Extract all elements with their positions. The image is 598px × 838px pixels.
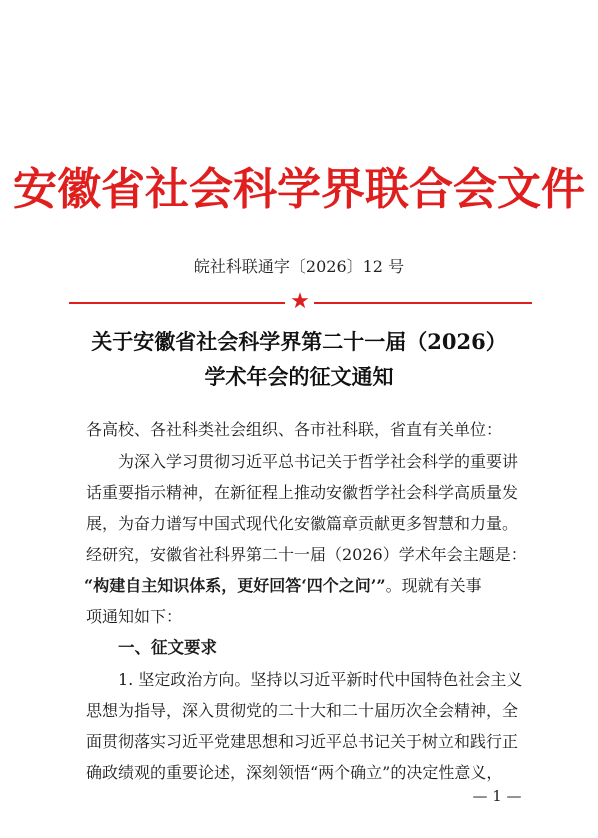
red-divider-left xyxy=(69,302,285,304)
paragraph-line: 1. 坚定政治方向。坚持以习近平新时代中国特色社会主义 xyxy=(118,670,523,689)
paragraph-line: 话重要指示精神，在新征程上推动安徽哲学社会科学高质量发 xyxy=(86,483,519,502)
paragraph-line: 确政绩观的重要论述，深刻领悟“两个确立”的决定性意义， xyxy=(86,763,503,782)
red-divider-right xyxy=(314,302,532,304)
paragraph-text: 。现就有关事 xyxy=(385,576,482,595)
org-header-title: 安徽省社会科学界联合会文件 xyxy=(13,164,585,215)
paragraph-line: 项通知如下： xyxy=(86,607,183,626)
section-heading: 一、征文要求 xyxy=(118,638,217,657)
paragraph-line: 展，为奋力谱写中国式现代化安徽篇章贡献更多智慧和力量。 xyxy=(86,514,519,533)
star-icon: ★ xyxy=(290,289,310,314)
notice-title-line2: 学术年会的征文通知 xyxy=(204,364,394,389)
document-number: 皖社科联通字〔2026〕12 号 xyxy=(193,257,405,276)
paragraph-line: 思想为指导，深入贯彻党的二十大和二十届历次全会精神，全 xyxy=(86,701,519,720)
paragraph-line: 为深入学习贯彻习近平总书记关于哲学社会科学的重要讲 xyxy=(118,452,519,471)
addressee: 各高校、各社科类社会组织、各市社科联，省直有关单位： xyxy=(86,420,503,439)
paragraph-line-theme xyxy=(84,570,536,601)
annual-meeting-theme: “构建自主知识体系，更好回答‘四个之问’” xyxy=(84,576,386,595)
page-number: — 1 — xyxy=(472,787,522,805)
paragraph-line: 经研究，安徽省社科界第二十一届（2026）学术年会主题是： xyxy=(86,545,527,564)
paragraph-line: 面贯彻落实习近平党建思想和习近平总书记关于树立和践行正 xyxy=(86,732,519,751)
notice-title-line1: 关于安徽省社会科学界第二十一届（2026） xyxy=(91,329,507,354)
